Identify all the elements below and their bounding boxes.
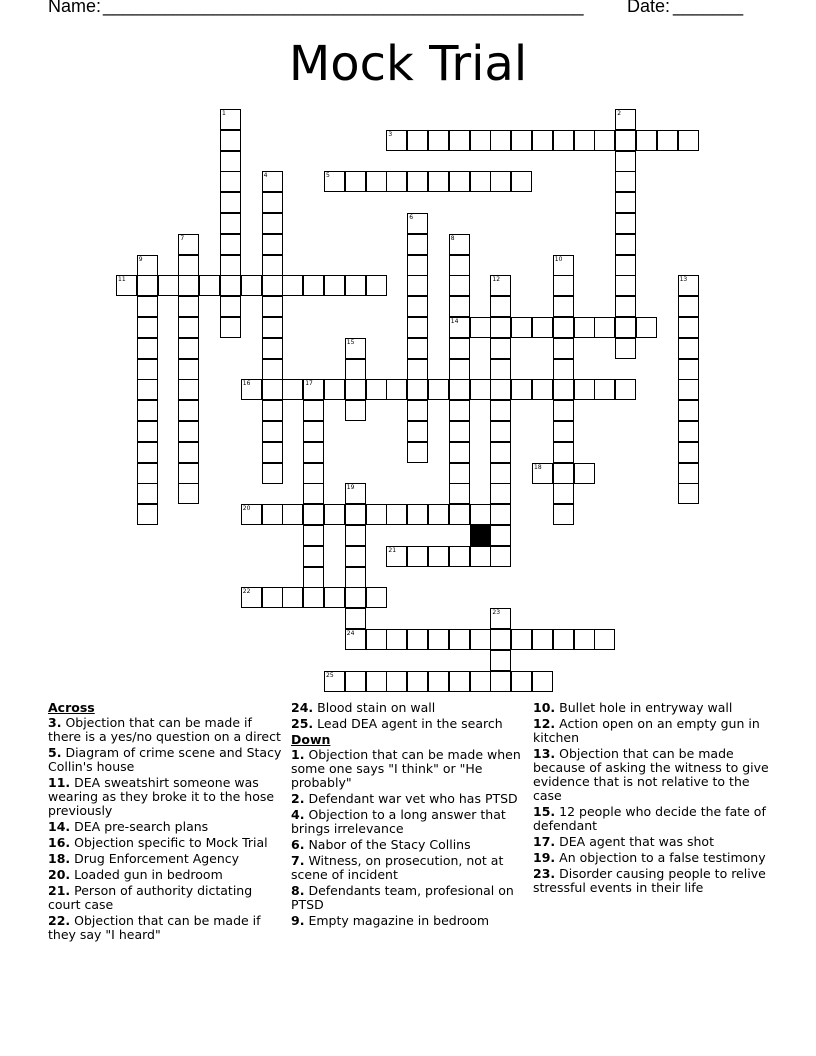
grid-cell[interactable] — [470, 130, 491, 151]
grid-cell[interactable] — [532, 671, 553, 692]
grid-cell[interactable] — [407, 130, 428, 151]
clue-column-3 — [533, 701, 773, 897]
grid-cell[interactable] — [594, 629, 615, 650]
grid-cell[interactable] — [490, 400, 511, 421]
grid-cell[interactable] — [303, 525, 324, 546]
grid-cell[interactable] — [386, 504, 407, 525]
grid-cell[interactable] — [282, 275, 303, 296]
grid-cell[interactable] — [615, 296, 636, 317]
grid-cell[interactable] — [428, 671, 449, 692]
clue-column-1 — [48, 701, 284, 944]
clue-down-17: 17. DEA agent that was shot — [533, 834, 714, 849]
grid-cell[interactable] — [428, 130, 449, 151]
grid-cell[interactable] — [220, 151, 241, 172]
clue-down-6: 6. Nabor of the Stacy Collins — [291, 837, 471, 852]
grid-cell[interactable] — [532, 379, 553, 400]
grid-cell[interactable] — [470, 629, 491, 650]
grid-cell[interactable] — [594, 317, 615, 338]
grid-cell[interactable] — [407, 671, 428, 692]
grid-cell[interactable] — [553, 296, 574, 317]
grid-cell[interactable] — [366, 629, 387, 650]
grid-cell[interactable] — [407, 629, 428, 650]
grid-cell[interactable] — [303, 275, 324, 296]
grid-cell[interactable] — [594, 130, 615, 151]
grid-cell[interactable] — [345, 525, 366, 546]
grid-cell[interactable] — [241, 275, 262, 296]
grid-cell[interactable] — [262, 296, 283, 317]
grid-cell[interactable] — [407, 442, 428, 463]
clue-down-7: 7. Witness, on prosecution, not at scene of incident — [291, 853, 504, 882]
grid-cell[interactable] — [490, 171, 511, 192]
clue-column-2 — [291, 701, 527, 930]
clue-down-1: 1. Objection that can be made when some one says "I think" or "He probably" — [291, 747, 521, 790]
grid-cell[interactable] — [511, 671, 532, 692]
grid-cell[interactable] — [574, 463, 595, 484]
grid-cell[interactable] — [262, 234, 283, 255]
grid-number-12: 12 — [492, 276, 501, 284]
grid-cell[interactable] — [303, 463, 324, 484]
grid-cell[interactable] — [511, 171, 532, 192]
grid-cell[interactable] — [262, 504, 283, 525]
grid-number-17: 17 — [305, 380, 313, 388]
date-line[interactable]: _______ — [673, 0, 744, 16]
clue-across-18: 18. Drug Enforcement Agency — [48, 851, 240, 866]
grid-number-11: 11 — [118, 276, 126, 284]
clue-down-4: 4. Objection to a long answer that brings irrelevance — [291, 807, 506, 836]
grid-cell[interactable] — [490, 525, 511, 546]
grid-cell[interactable] — [532, 317, 553, 338]
grid-cell[interactable] — [366, 587, 387, 608]
grid-cell[interactable] — [303, 442, 324, 463]
grid-number-19: 19 — [346, 484, 355, 492]
clue-across-5: 5. Diagram of crime scene and Stacy Collin's house — [48, 745, 282, 774]
grid-cell[interactable] — [511, 317, 532, 338]
grid-cell[interactable] — [449, 546, 470, 567]
grid-number-2: 2 — [617, 110, 622, 117]
grid-cell[interactable] — [345, 546, 366, 567]
grid-cell[interactable] — [366, 671, 387, 692]
grid-cell[interactable] — [428, 171, 449, 192]
grid-cell[interactable] — [553, 130, 574, 151]
grid-cell[interactable] — [449, 255, 470, 276]
grid-cell[interactable] — [303, 546, 324, 567]
grid-cell[interactable] — [678, 359, 699, 380]
grid-cell[interactable] — [449, 671, 470, 692]
grid-cell[interactable] — [303, 400, 324, 421]
grid-cell[interactable] — [449, 379, 470, 400]
grid-cell[interactable] — [511, 629, 532, 650]
grid-cell[interactable] — [490, 359, 511, 380]
grid-cell[interactable] — [386, 629, 407, 650]
grid-number-8: 8 — [450, 234, 455, 242]
grid-cell[interactable] — [449, 359, 470, 380]
grid-number-21: 21 — [388, 546, 397, 554]
grid-cell[interactable] — [220, 192, 241, 213]
grid-cell[interactable] — [137, 442, 158, 463]
grid-cell[interactable] — [490, 442, 511, 463]
grid-cell[interactable] — [449, 504, 470, 525]
grid-cell[interactable] — [366, 171, 387, 192]
grid-cell[interactable] — [345, 671, 366, 692]
grid-cell[interactable] — [262, 587, 283, 608]
grid-cell[interactable] — [262, 359, 283, 380]
grid-cell[interactable] — [366, 504, 387, 525]
grid-cell[interactable] — [407, 400, 428, 421]
grid-cell[interactable] — [345, 275, 366, 296]
grid-cell[interactable] — [615, 379, 636, 400]
grid-cell[interactable] — [553, 400, 574, 421]
grid-cell[interactable] — [574, 130, 595, 151]
grid-cell[interactable] — [178, 483, 199, 504]
grid-cell[interactable] — [137, 483, 158, 504]
grid-cell[interactable] — [470, 379, 491, 400]
grid-cell[interactable] — [511, 130, 532, 151]
clue-down-19: 19. An objection to a false testimony — [533, 850, 766, 865]
grid-cell[interactable] — [303, 483, 324, 504]
grid-cell[interactable] — [345, 587, 366, 608]
grid-number-18: 18 — [534, 463, 542, 471]
grid-cell[interactable] — [615, 255, 636, 276]
grid-number-25: 25 — [326, 671, 334, 679]
grid-number-20: 20 — [242, 505, 251, 513]
grid-cell[interactable] — [407, 171, 428, 192]
grid-cell[interactable] — [158, 275, 179, 296]
grid-cell[interactable] — [615, 130, 636, 151]
grid-number-4: 4 — [263, 172, 268, 180]
down-heading: Down — [291, 732, 331, 747]
grid-cell[interactable] — [553, 275, 574, 296]
grid-cell[interactable] — [345, 504, 366, 525]
grid-cell[interactable] — [490, 463, 511, 484]
grid-cell[interactable] — [490, 317, 511, 338]
grid-cell[interactable] — [449, 275, 470, 296]
grid-cell[interactable] — [490, 421, 511, 442]
grid-cell[interactable] — [220, 130, 241, 151]
grid-cell[interactable] — [532, 629, 553, 650]
grid-cell[interactable] — [574, 317, 595, 338]
grid-number-22: 22 — [242, 588, 251, 596]
grid-cell[interactable] — [282, 504, 303, 525]
grid-number-6: 6 — [409, 214, 414, 221]
grid-cell[interactable] — [407, 359, 428, 380]
grid-cell[interactable] — [615, 171, 636, 192]
grid-cell[interactable] — [470, 671, 491, 692]
grid-cell[interactable] — [137, 504, 158, 525]
grid-cell[interactable] — [449, 296, 470, 317]
grid-cell[interactable] — [199, 275, 220, 296]
grid-cell[interactable] — [407, 546, 428, 567]
grid-cell[interactable] — [678, 317, 699, 338]
grid-cell[interactable] — [324, 379, 345, 400]
grid-number-5: 5 — [326, 172, 330, 180]
clue-across-25: 25. Lead DEA agent in the search — [291, 716, 503, 731]
grid-cell[interactable] — [220, 171, 241, 192]
grid-cell[interactable] — [428, 379, 449, 400]
grid-cell[interactable] — [220, 317, 241, 338]
grid-cell[interactable] — [615, 338, 636, 359]
grid-cell[interactable] — [678, 400, 699, 421]
grid-cell[interactable] — [407, 504, 428, 525]
grid-cell[interactable] — [407, 421, 428, 442]
grid-cell[interactable] — [470, 171, 491, 192]
grid-cell[interactable] — [553, 421, 574, 442]
grid-number-14: 14 — [450, 318, 459, 325]
grid-cell[interactable] — [303, 421, 324, 442]
grid-cell[interactable] — [470, 504, 491, 525]
grid-cell[interactable] — [594, 379, 615, 400]
grid-cell[interactable] — [678, 421, 699, 442]
grid-cell[interactable] — [490, 650, 511, 671]
grid-number-9: 9 — [138, 255, 143, 263]
grid-cell[interactable] — [178, 317, 199, 338]
grid-cell[interactable] — [386, 671, 407, 692]
grid-cell[interactable] — [657, 130, 678, 151]
grid-cell[interactable] — [553, 442, 574, 463]
grid-cell[interactable] — [678, 379, 699, 400]
grid-cell[interactable] — [137, 338, 158, 359]
grid-cell[interactable] — [553, 629, 574, 650]
grid-cell[interactable] — [262, 379, 283, 400]
grid-cell[interactable] — [262, 442, 283, 463]
grid-cell[interactable] — [262, 463, 283, 484]
grid-cell[interactable] — [615, 275, 636, 296]
clue-across-21: 21. Person of authority dictating court case — [48, 883, 253, 912]
grid-cell[interactable] — [262, 317, 283, 338]
grid-cell[interactable] — [615, 234, 636, 255]
grid-cell[interactable] — [449, 421, 470, 442]
grid-number-10: 10 — [554, 255, 563, 263]
clue-across-16: 16. Objection specific to Mock Trial — [48, 835, 268, 850]
grid-cell[interactable] — [678, 296, 699, 317]
grid-cell[interactable] — [449, 442, 470, 463]
grid-cell[interactable] — [553, 463, 574, 484]
grid-cell[interactable] — [553, 338, 574, 359]
clue-across-22: 22. Objection that can be made if they say "I heard" — [48, 913, 261, 942]
grid-cell[interactable] — [345, 567, 366, 588]
grid-number-3: 3 — [388, 130, 393, 138]
page-title: Mock Trial — [288, 36, 528, 92]
grid-cell[interactable] — [178, 463, 199, 484]
grid-cell[interactable] — [345, 608, 366, 629]
grid-cell[interactable] — [366, 379, 387, 400]
grid-cell[interactable] — [262, 421, 283, 442]
grid-cell[interactable] — [407, 317, 428, 338]
grid-cell[interactable] — [178, 421, 199, 442]
grid-number-23: 23 — [492, 609, 501, 617]
grid-cell[interactable] — [324, 587, 345, 608]
grid-cell[interactable] — [428, 629, 449, 650]
grid-number-13: 13 — [679, 276, 688, 284]
grid-cell[interactable] — [678, 130, 699, 151]
grid-cell[interactable] — [178, 296, 199, 317]
grid-cell[interactable] — [303, 567, 324, 588]
grid-cell[interactable] — [553, 379, 574, 400]
grid-cell[interactable] — [636, 317, 657, 338]
grid-cell[interactable] — [178, 255, 199, 276]
grid-cell[interactable] — [490, 671, 511, 692]
grid-cell[interactable] — [303, 587, 324, 608]
grid-cell[interactable] — [262, 338, 283, 359]
grid-cell[interactable] — [449, 463, 470, 484]
grid-cell[interactable] — [449, 483, 470, 504]
grid-cell[interactable] — [449, 171, 470, 192]
date-label: Date: — [627, 0, 671, 16]
clue-down-9: 9. Empty magazine in bedroom — [291, 913, 490, 928]
grid-cell[interactable] — [178, 442, 199, 463]
clue-down-12: 12. Action open on an empty gun in kitchen — [533, 716, 760, 745]
grid-cell[interactable] — [137, 275, 158, 296]
grid-cell[interactable] — [178, 275, 199, 296]
grid-cell[interactable] — [449, 629, 470, 650]
grid-cell[interactable] — [553, 359, 574, 380]
grid-cell[interactable] — [449, 400, 470, 421]
grid-number-24: 24 — [346, 630, 355, 637]
grid-cell[interactable] — [386, 379, 407, 400]
grid-cell[interactable] — [490, 504, 511, 525]
grid-cell[interactable] — [678, 338, 699, 359]
grid-cell[interactable] — [178, 338, 199, 359]
grid-cell[interactable] — [532, 130, 553, 151]
grid-cell[interactable] — [137, 400, 158, 421]
grid-cell[interactable] — [615, 192, 636, 213]
clue-across-24: 24. Blood stain on wall — [291, 700, 436, 715]
grid-cell[interactable] — [511, 379, 532, 400]
clue-across-20: 20. Loaded gun in bedroom — [48, 867, 223, 882]
grid-cell[interactable] — [282, 379, 303, 400]
grid-cell[interactable] — [490, 629, 511, 650]
grid-cell[interactable] — [615, 151, 636, 172]
grid-cell[interactable] — [407, 234, 428, 255]
grid-cell[interactable] — [490, 546, 511, 567]
grid-cell[interactable] — [262, 192, 283, 213]
grid-cell[interactable] — [428, 504, 449, 525]
grid-cell[interactable] — [490, 379, 511, 400]
grid-cell[interactable] — [490, 338, 511, 359]
grid-cell[interactable] — [345, 359, 366, 380]
grid-cell[interactable] — [490, 130, 511, 151]
grid-cell[interactable] — [574, 379, 595, 400]
clue-down-2: 2. Defendant war vet who has PTSD — [291, 791, 518, 806]
grid-cell[interactable] — [407, 255, 428, 276]
grid-cell[interactable] — [137, 463, 158, 484]
grid-cell[interactable] — [220, 234, 241, 255]
grid-cell[interactable] — [345, 400, 366, 421]
clue-down-10: 10. Bullet hole in entryway wall — [533, 700, 733, 715]
grid-cell[interactable] — [678, 442, 699, 463]
grid-cell[interactable] — [470, 317, 491, 338]
grid-cell[interactable] — [678, 483, 699, 504]
grid-cell[interactable] — [178, 400, 199, 421]
clue-down-13: 13. Objection that can be made because of asking the witness to give evidence that is not relative to the case — [533, 746, 769, 803]
grid-cell[interactable] — [324, 504, 345, 525]
grid-cell[interactable] — [137, 379, 158, 400]
grid-cell[interactable] — [636, 130, 657, 151]
clue-down-23: 23. Disorder causing people to relive stressful events in their life — [533, 866, 766, 895]
name-line[interactable]: ________________________________________________ — [103, 0, 584, 16]
grid-cell[interactable] — [220, 296, 241, 317]
grid-cell[interactable] — [345, 379, 366, 400]
grid-number-15: 15 — [346, 338, 355, 346]
grid-cell[interactable] — [615, 213, 636, 234]
grid-cell[interactable] — [553, 483, 574, 504]
grid-cell[interactable] — [407, 275, 428, 296]
grid-cell[interactable] — [282, 587, 303, 608]
grid-cell[interactable] — [553, 317, 574, 338]
grid-cell[interactable] — [678, 463, 699, 484]
grid-cell[interactable] — [574, 629, 595, 650]
grid-cell[interactable] — [303, 504, 324, 525]
grid-cell[interactable] — [449, 338, 470, 359]
grid-cell[interactable] — [345, 171, 366, 192]
grid-number-16: 16 — [242, 380, 251, 388]
grid-cell[interactable] — [220, 255, 241, 276]
clue-down-15: 15. 12 people who decide the fate of defendant — [533, 804, 766, 833]
grid-cell[interactable] — [324, 275, 345, 296]
grid-cell[interactable] — [407, 296, 428, 317]
clue-across-11: 11. DEA sweatshirt someone was wearing as they broke it to the hose previously — [48, 775, 275, 818]
grid-cell[interactable] — [262, 400, 283, 421]
clue-across-3: 3. Objection that can be made if there is a yes/no question on a direct — [48, 715, 281, 744]
across-heading: Across — [48, 700, 95, 715]
grid-cell[interactable] — [220, 213, 241, 234]
grid-cell[interactable] — [262, 213, 283, 234]
grid-cell[interactable] — [470, 546, 491, 567]
grid-cell[interactable] — [137, 359, 158, 380]
grid-cell[interactable] — [407, 338, 428, 359]
grid-cell[interactable] — [137, 421, 158, 442]
grid-cell[interactable] — [490, 296, 511, 317]
name-label: Name: — [48, 0, 102, 16]
grid-number-1: 1 — [222, 110, 226, 117]
clue-across-14: 14. DEA pre-search plans — [48, 819, 209, 834]
grid-cell[interactable] — [137, 317, 158, 338]
grid-cell[interactable] — [262, 255, 283, 276]
grid-cell[interactable] — [407, 379, 428, 400]
grid-cell[interactable] — [178, 359, 199, 380]
grid-cell[interactable] — [178, 379, 199, 400]
grid-cell[interactable] — [490, 483, 511, 504]
grid-cell[interactable] — [615, 317, 636, 338]
grid-cell[interactable] — [137, 296, 158, 317]
grid-cell[interactable] — [386, 171, 407, 192]
grid-cell[interactable] — [553, 504, 574, 525]
grid-cell[interactable] — [262, 275, 283, 296]
grid-number-7: 7 — [180, 234, 185, 242]
grid-cell[interactable] — [449, 130, 470, 151]
grid-cell[interactable] — [220, 275, 241, 296]
black-cell — [470, 525, 491, 546]
clue-down-8: 8. Defendants team, profesional on PTSD — [291, 883, 514, 912]
grid-cell[interactable] — [428, 546, 449, 567]
grid-cell[interactable] — [366, 275, 387, 296]
